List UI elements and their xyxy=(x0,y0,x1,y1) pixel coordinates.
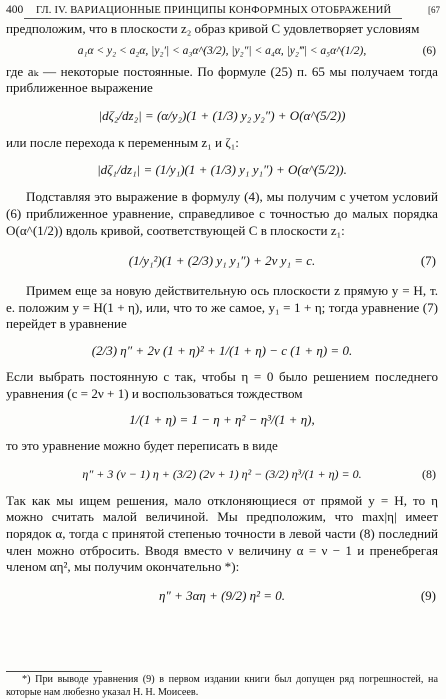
equation-a-body: |dζ₂/dz₂| = (α/y₂)(1 + (1/3) y₂ y₂″) + O(α^(5/2)) xyxy=(98,107,346,123)
paragraph-2: где aₖ — некоторые постоянные. По формуле (25) п. 65 мы получаем тогда приближенное выражение xyxy=(6,63,438,96)
paragraph-3: или после перехода к переменным z₁ и ζ₁: xyxy=(6,134,239,150)
running-title: ГЛ. IV. ВАРИАЦИОННЫЕ ПРИНЦИПЫ КОНФОРМНЫХ ОТОБРАЖЕНИЙ xyxy=(36,5,392,16)
equation-b xyxy=(6,151,438,189)
footnote: *) При выводе уравнения (9) в первом издании книги был допущен ряд погрешностей, на которые нам любезно указал Н. Н. Моисеев. xyxy=(6,674,438,698)
section-mark: [67 xyxy=(428,5,440,15)
equation-a xyxy=(6,97,438,135)
equation-7-number: (7) xyxy=(420,253,436,269)
equation-c-body: (2/3) η″ + 2ν (1 + η)² + 1/(1 + η) − c (1 + η) = 0. xyxy=(91,342,353,358)
page-number: 400 xyxy=(6,4,24,16)
paragraph-5: Примем еще за новую действительную ось плоскости z прямую y = H, т. е. положим y = H(1 + η), или, что то же самое, y₁ = 1 + η; тогда уравнение (7) перейдет в уравнение xyxy=(6,283,438,332)
paragraph-1: предположим, что в плоскости z₂ образ кривой C удовлетворяет условиям xyxy=(6,21,420,36)
equation-6-body: a₁α < y₂ < a₂α, |y₂′| < a₃α^(3/2), |y₂″| < a₄α, |y₂‴| < a₅α^(1/2), xyxy=(77,44,367,57)
paragraph-8: Так как мы ищем решения, мало отклоняющиеся от прямой y = H, то η можно считать малой величиной. Мы предположим, что max|η| имеет порядок α, тогда с принятой степенью точности в левой части (8) последний член можно отбросить. Вводя вместо ν величину α = ν − 1 и пренебрегая членом αη², мы получим окончательно *): xyxy=(6,492,438,575)
footnote-rule xyxy=(6,671,102,672)
equation-6 xyxy=(6,38,438,64)
equation-d-body: 1/(1 + η) = 1 − η + η² − η³/(1 + η), xyxy=(129,412,315,428)
equation-8-body: η″ + 3 (ν − 1) η + (3/2) (2ν + 1) η² − (3/2) η³/(1 + η) = 0. xyxy=(82,466,362,481)
equation-d xyxy=(6,402,438,438)
equation-7-body: (1/y₁²)(1 + (2/3) y₁ y₁″) + 2ν y₁ = c. xyxy=(128,253,316,269)
equation-7 xyxy=(6,239,438,283)
equation-6-number: (6) xyxy=(422,44,436,57)
page-body xyxy=(6,21,438,616)
equation-8-number: (8) xyxy=(422,466,436,481)
equation-9 xyxy=(6,576,438,616)
header-rule xyxy=(24,18,402,19)
equation-9-number: (9) xyxy=(420,587,436,603)
paragraph-4: Подставляя это выражение в формулу (4), мы получим с учетом условий (6) приближенное уравнение, справедливое с точностью до малых порядка O(α^(1/2)) вдоль кривой, соответствующей C в плоскости z₁: xyxy=(6,189,438,238)
paragraph-6: Если выбрать постоянную c так, чтобы η = 0 было решением последнего уравнения (c = 2ν + 1) и воспользоваться тождеством xyxy=(6,368,438,401)
equation-8 xyxy=(6,455,438,493)
paragraph-7: то это уравнение можно будет переписать в виде xyxy=(6,438,278,454)
equation-c xyxy=(6,333,438,369)
equation-b-body: |dζ₁/dz₁| = (1/y₁)(1 + (1/3) y₁ y₁″) + O(α^(5/2)). xyxy=(97,162,347,178)
equation-9-body: η″ + 3αη + (9/2) η² = 0. xyxy=(158,587,286,603)
